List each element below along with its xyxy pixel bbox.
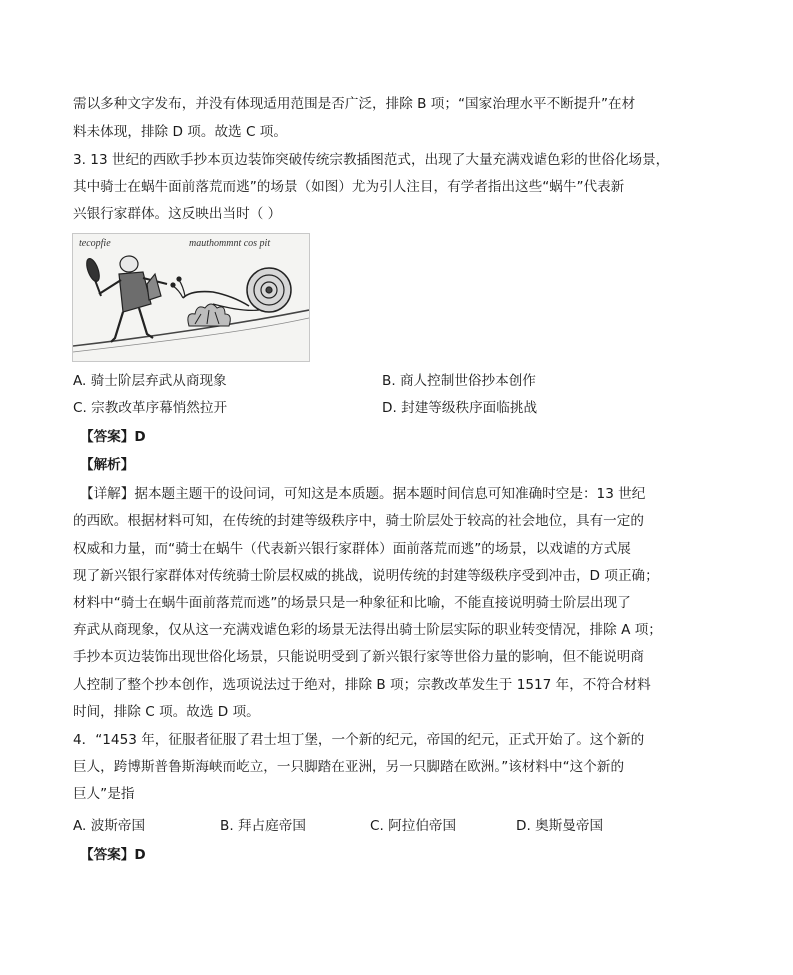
figure-caption-right: mauthommnt cos pit <box>189 238 271 249</box>
explanation-line: 材料中“骑士在蜗牛面前落荒而逃”的场景只是一种象征和比喻，不能直接说明骑士阶层出现了 <box>73 595 631 611</box>
explanation-line: 时间，排除 C 项。故选 D 项。 <box>73 704 260 720</box>
question-4-stem: 巨人，跨博斯普鲁斯海峡而屹立，一只脚踏在亚洲，另一只脚踏在欧洲。”该材料中“这个新的 <box>73 759 625 775</box>
knight-snail-illustration <box>72 233 310 362</box>
question-4-stem: 巨人”是指 <box>73 786 135 802</box>
explanation-line: 弃武从商现象，仅从这一充满戏谑色彩的场景无法得出骑士阶层实际的职业转变情况，排除 A 项； <box>73 622 662 638</box>
option-a: A. 骑士阶层弃武从商现象 <box>73 373 227 389</box>
explanation-line: 权威和力量，而“骑士在蜗牛（代表新兴银行家群体）面前落荒而逃”的场景，以戏谑的方式展 <box>73 541 631 557</box>
question-3-stem: 兴银行家群体。这反映出当时（ ） <box>73 206 282 222</box>
figure-caption-left: tecopfie <box>79 238 111 249</box>
snail-figure <box>171 268 291 312</box>
explanation-line: 【详解】据本题主题干的设问词，可知这是本质题。据本题时间信息可知准确时空是：13 世纪 <box>80 486 646 502</box>
option-b: B. 拜占庭帝国 <box>220 818 306 834</box>
explanation-line: 的西欧。根据材料可知，在传统的封建等级秩序中，骑士阶层处于较高的社会地位，具有一定的 <box>73 513 644 529</box>
option-a: A. 波斯帝国 <box>73 818 146 834</box>
question-4-answer: 【答案】D <box>80 847 146 863</box>
option-b: B. 商人控制世俗抄本创作 <box>382 373 536 389</box>
option-c: C. 阿拉伯帝国 <box>370 818 457 834</box>
question-3-answer: 【答案】D <box>80 429 146 445</box>
option-d: D. 奥斯曼帝国 <box>516 818 604 834</box>
explanation-line: 手抄本页边装饰出现世俗化场景，只能说明受到了新兴银行家等世俗力量的影响，但不能说明商 <box>73 649 644 665</box>
option-c: C. 宗教改革序幕悄然拉开 <box>73 400 228 416</box>
question-3-analysis-title: 【解析】 <box>80 457 135 473</box>
option-d: D. 封建等级秩序面临挑战 <box>382 400 538 416</box>
text-line: 料未体现，排除 D 项。故选 C 项。 <box>73 124 287 140</box>
question-4-stem: 4．“1453 年，征服者征服了君士坦丁堡，一个新的纪元，帝国的纪元，正式开始了。这个新的 <box>73 732 645 748</box>
explanation-line: 现了新兴银行家群体对传统骑士阶层权威的挑战，说明传统的封建等级秩序受到冲击，D 项正确； <box>73 568 659 584</box>
question-3-stem: 3. 13 世纪的西欧手抄本页边装饰突破传统宗教插图范式，出现了大量充满戏谑色彩的世俗化场景， <box>73 152 670 168</box>
text-line: 需以多种文字发布，并没有体现适用范围是否广泛，排除 B 项；“国家治理水平不断提升”在材 <box>73 96 636 112</box>
explanation-line: 人控制了整个抄本创作，选项说法过于绝对，排除 B 项；宗教改革发生于 1517 年，不符合材料 <box>73 677 651 693</box>
question-3-stem: 其中骑士在蜗牛面前落荒而逃”的场景（如图）尤为引人注目，有学者指出这些“蜗牛”代表新 <box>73 179 625 195</box>
knight-figure <box>84 256 167 342</box>
